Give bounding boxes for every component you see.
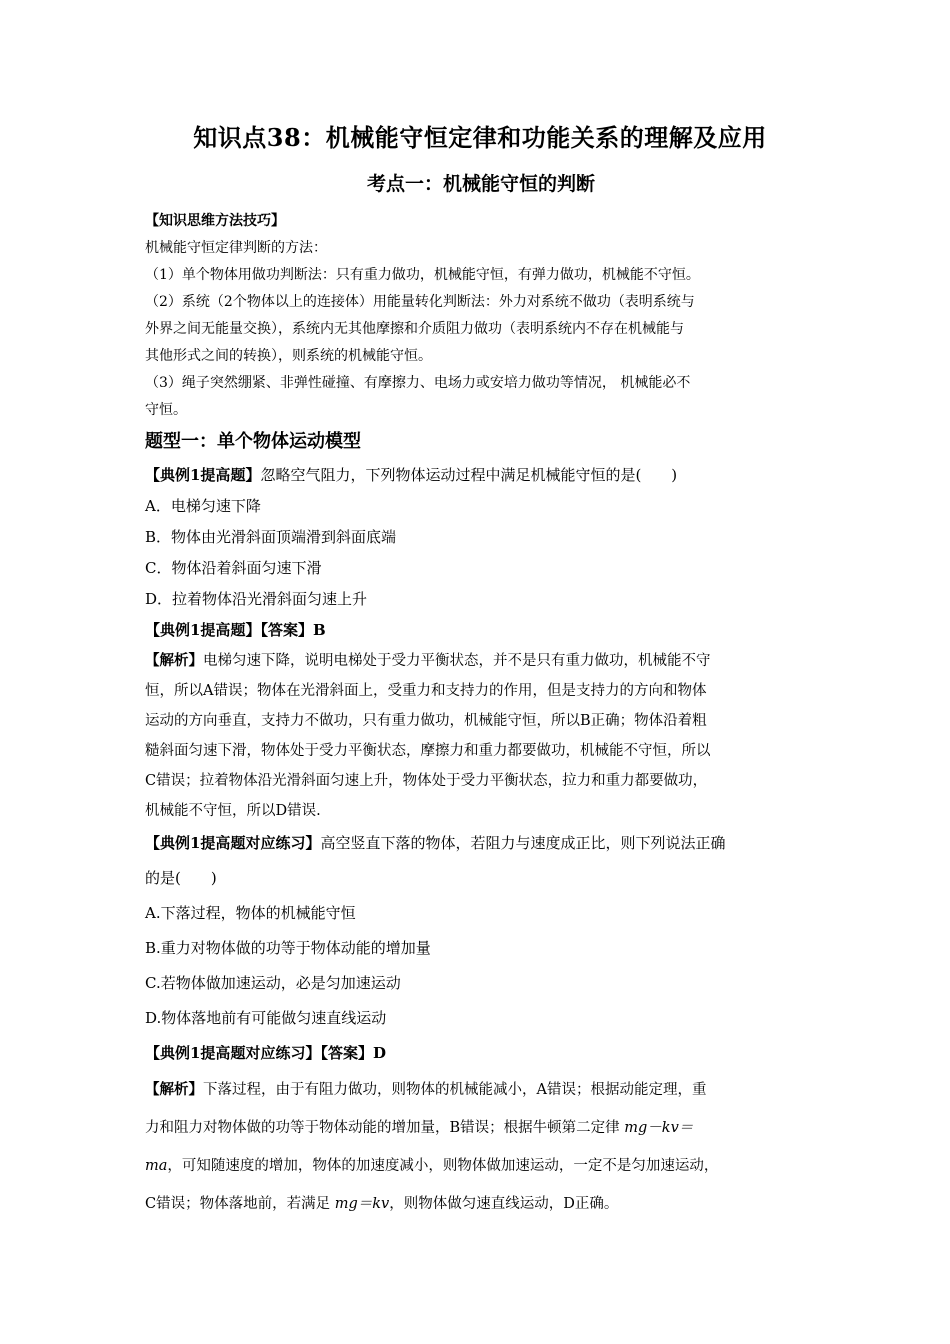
- example-explanation-line-2: 恒，所以A错误；物体在光滑斜面上，受重力和支持力的作用，但是支持力的方向和物体: [145, 683, 707, 699]
- example-question: [145, 460, 817, 491]
- example-explanation-line-4: 糙斜面匀速下滑，物体处于受力平衡状态，摩擦力和重力都要做功，机械能不守恒，所以: [145, 743, 711, 759]
- practice-option-c: C.若物体做加速运动，必是匀加速运动: [145, 974, 401, 992]
- methods-heading: 【知识思维方法技巧】: [145, 213, 285, 229]
- example-tag: 【典例1提高题】: [145, 466, 261, 484]
- methods-point-1: （1）单个物体用做功判断法：只有重力做功，机械能守恒，有弹力做功，机械能不守恒。: [145, 267, 700, 283]
- practice-answer: 【典例1提高题对应练习】【答案】D: [145, 1044, 386, 1062]
- practice-explanation-tag: 【解析】: [145, 1081, 203, 1098]
- example-explanation-line-3: 运动的方向垂直，支持力不做功，只有重力做功，机械能守恒，所以B正确；物体沿着粗: [145, 713, 707, 729]
- practice-option-b: B.重力对物体做的功等于物体动能的增加量: [145, 939, 431, 957]
- methods-point-2-line-3: 其他形式之间的转换），则系统的机械能守恒。: [145, 348, 432, 364]
- methods-point-2-line-1: （2）系统（2个物体以上的连接体）用能量转化判断法：外力对系统不做功（表明系统与: [145, 294, 695, 310]
- explanation-tag: 【解析】: [145, 652, 203, 669]
- methods-point-2-line-2: 外界之间无能量交换），系统内无其他摩擦和介质阻力做功（表明系统内不存在机械能与: [145, 321, 684, 337]
- example-answer: 【典例1提高题】【答案】B: [145, 621, 326, 639]
- formula-mg-eq-kv: mg＝kv: [334, 1196, 390, 1212]
- example-question-text: 忽略空气阻力，下列物体运动过程中满足机械能守恒的是( ): [260, 466, 678, 484]
- type-heading: 题型一：单个物体运动模型: [145, 431, 361, 452]
- methods-point-3-line-2: 守恒。: [145, 402, 187, 418]
- page-title: 知识点38：机械能守恒定律和功能关系的理解及应用: [193, 123, 767, 152]
- methods-point-3-line-1: （3）绳子突然绷紧、非弹性碰撞、有摩擦力、电场力或安培力做功等情况， 机械能必不: [145, 375, 691, 391]
- methods-intro: 机械能守恒定律判断的方法：: [145, 240, 327, 256]
- practice-question-line-2: 的是( ): [145, 869, 217, 887]
- practice-explanation-line-3: ma，可知随速度的增加，物体的加速度减小，则物体做加速运动，一定不是匀加速运动，: [145, 1158, 719, 1174]
- example-option-d: D．拉着物体沿光滑斜面匀速上升: [145, 590, 368, 608]
- example-explanation-line-1: 【解析】电梯匀速下降，说明电梯处于受力平衡状态，并不是只有重力做功，机械能不守: [145, 652, 711, 669]
- section-subtitle: 考点一：机械能守恒的判断: [366, 173, 595, 195]
- practice-option-d: D.物体落地前有可能做匀速直线运动: [145, 1009, 387, 1027]
- document-content: [145, 118, 817, 1223]
- practice-explanation-line-1: 【解析】下落过程，由于有阻力做功，则物体的机械能减小，A错误；根据动能定理，重: [145, 1081, 707, 1098]
- example-option-b: B．物体由光滑斜面顶端滑到斜面底端: [145, 528, 397, 546]
- practice-question-line-1: 【典例1提高题对应练习】高空竖直下落的物体，若阻力与速度成正比，则下列说法正确: [145, 834, 726, 852]
- practice-option-a: A.下落过程，物体的机械能守恒: [145, 904, 356, 922]
- example-explanation-line-5: C错误；拉着物体沿光滑斜面匀速上升，物体处于受力平衡状态，拉力和重力都要做功，: [145, 773, 708, 789]
- practice-explanation-line-2: 力和阻力对物体做的功等于物体动能的增加量，B错误；根据牛顿第二定律 mg－kv＝: [145, 1120, 694, 1136]
- practice-tag: 【典例1提高题对应练习】: [145, 834, 321, 852]
- example-explanation-line-6: 机械能不守恒，所以D错误.: [145, 803, 321, 819]
- formula-mg-kv: mg－kv＝: [624, 1120, 694, 1136]
- example-option-a: A．电梯匀速下降: [145, 497, 261, 515]
- formula-ma: ma: [145, 1158, 168, 1174]
- example-option-c: C．物体沿着斜面匀速下滑: [145, 559, 322, 577]
- practice-explanation-line-4: C错误；物体落地前，若满足 mg＝kv，则物体做匀速直线运动，D正确。: [145, 1196, 619, 1212]
